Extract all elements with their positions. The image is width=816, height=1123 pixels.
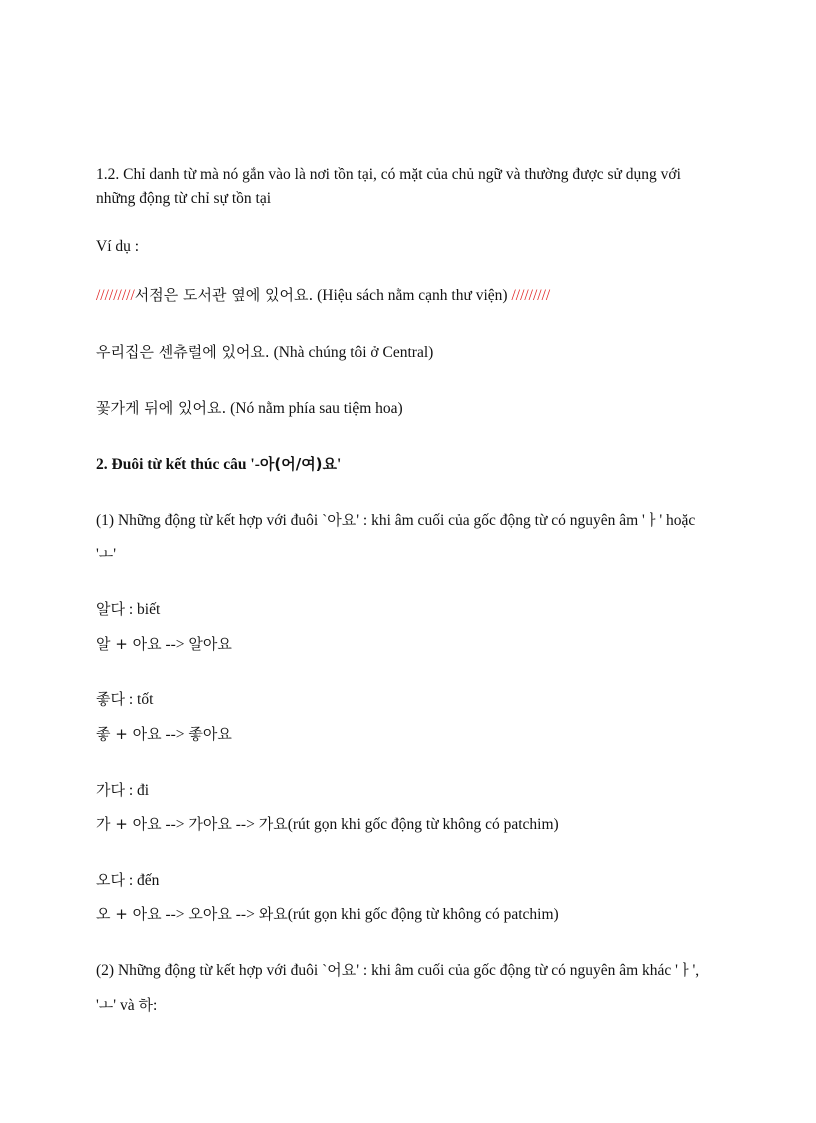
rule-korean: 하: [138, 996, 153, 1014]
verb-conjugation: [96, 813, 736, 836]
conj-arrow: -->: [231, 906, 259, 923]
conj-step: 오 + 아요: [96, 905, 162, 923]
verb-conjugation: [96, 633, 736, 656]
verb-korean: 좋다: [96, 690, 125, 708]
rule-text: ' và: [113, 997, 139, 1014]
example-korean: 꽃가게 뒤에 있어요.: [96, 399, 227, 417]
rule-text: ' : khi âm cuối của gốc động từ có nguyên âm khác ': [356, 962, 678, 979]
section-1-2-line-1: 1.2. Chỉ danh từ mà nó gắn vào là nơi tồn tại, có mặt của chủ ngữ và thường được sử dụng với: [96, 166, 681, 183]
example-sentence-1: [96, 284, 736, 307]
conj-step: 가아요: [188, 815, 232, 833]
example-marker-end: /////////: [511, 287, 551, 304]
example-sentence-3: [96, 397, 736, 420]
conj-note: (rút gọn khi gốc động từ không có patchim): [287, 816, 559, 833]
example-label: Ví dụ :: [96, 238, 140, 255]
verb-conjugation: [96, 723, 736, 746]
rule-vowel: ㅏ: [644, 511, 660, 529]
conj-step: 좋 + 아요: [96, 725, 162, 743]
conj-step: 알 + 아요: [96, 635, 162, 653]
example-korean: 서점은 도서관 옆에 있어요.: [134, 286, 314, 304]
rule-1-line-2: [96, 543, 736, 566]
conj-step: 알아요: [188, 635, 232, 653]
example-sentence-2: [96, 341, 736, 364]
rule-text: ': [113, 546, 117, 563]
conj-note: (rút gọn khi gốc động từ không có patchim): [287, 906, 559, 923]
rule-text: ' : khi âm cuối của gốc động từ có nguyên âm ': [356, 512, 645, 529]
example-korean: 우리집은 센츄럴에 있어요.: [96, 343, 270, 361]
conj-step: 와요: [258, 905, 288, 923]
conj-arrow: -->: [231, 816, 259, 833]
rule-vowel: ㅗ: [98, 996, 114, 1014]
conj-arrow: -->: [161, 816, 189, 833]
heading-suffix: ': [337, 456, 342, 473]
rule-text: (2) Những động từ kết hợp với đuôi `: [96, 962, 328, 979]
verb-meaning: : biết: [124, 601, 161, 618]
verb-meaning: : đến: [124, 872, 160, 889]
conj-step: 가 + 아요: [96, 815, 162, 833]
verb-definition: [96, 779, 736, 802]
section-2-heading: [96, 453, 736, 476]
rule-text: :: [152, 997, 158, 1014]
verb-korean: 가다: [96, 781, 125, 799]
verb-meaning: : đi: [124, 782, 150, 799]
rule-1-line-1: [96, 509, 736, 532]
verb-korean: 알다: [96, 600, 125, 618]
conj-step: 오아요: [188, 905, 232, 923]
verb-definition: [96, 688, 736, 711]
conj-arrow: -->: [161, 906, 189, 923]
example-translation: (Hiệu sách nằm cạnh thư viện): [313, 287, 512, 304]
rule-text: ': [96, 997, 99, 1014]
conj-arrow: -->: [161, 636, 189, 653]
example-translation: (Nó nằm phía sau tiệm hoa): [226, 400, 403, 417]
example-translation: (Nhà chúng tôi ở Central): [269, 344, 434, 361]
heading-prefix: 2. Đuôi từ kết thúc câu '-: [96, 456, 260, 473]
heading-korean: 아(어/여)요: [259, 455, 338, 473]
verb-definition: [96, 869, 736, 892]
verb-korean: 오다: [96, 871, 125, 889]
verb-definition: [96, 598, 736, 621]
rule-2-line-1: [96, 959, 736, 982]
conj-step: 좋아요: [188, 725, 232, 743]
conj-arrow: -->: [161, 726, 189, 743]
verb-meaning: : tốt: [124, 691, 154, 708]
rule-korean: 아요: [327, 511, 357, 529]
verb-conjugation: [96, 903, 736, 926]
rule-korean: 어요: [327, 961, 357, 979]
conj-step: 가요: [258, 815, 288, 833]
rule-text: ',: [692, 962, 700, 979]
example-marker-start: /////////: [96, 287, 135, 304]
section-1-2-line-2: những động từ chỉ sự tồn tại: [96, 190, 272, 207]
rule-text: (1) Những động từ kết hợp với đuôi `: [96, 512, 328, 529]
rule-vowel: ㅗ: [98, 545, 114, 563]
rule-text: ': [96, 546, 99, 563]
rule-text: ' hoặc: [659, 512, 696, 529]
rule-vowel: ㅏ: [677, 961, 693, 979]
rule-2-line-2: [96, 994, 736, 1017]
